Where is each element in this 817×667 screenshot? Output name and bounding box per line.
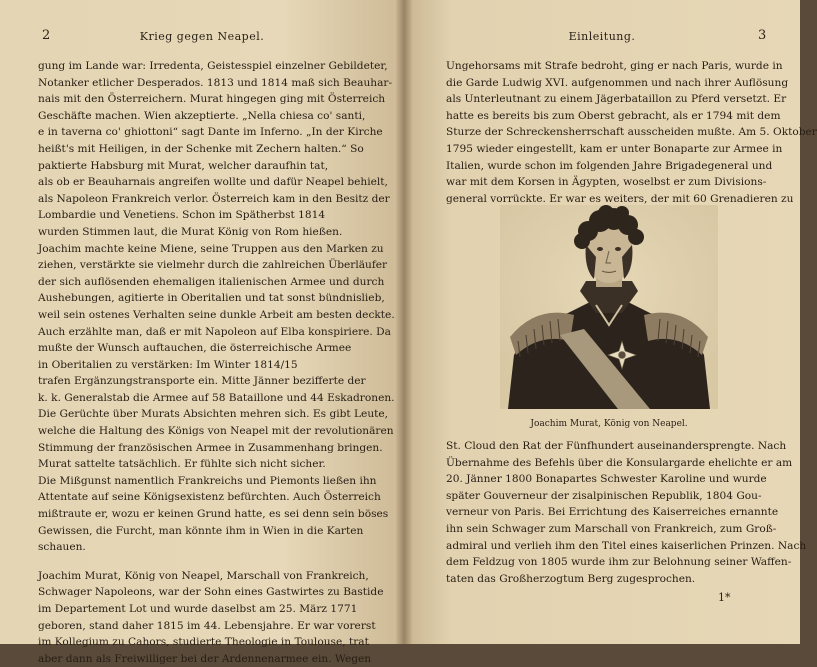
text-line: Stimmung der französischen Armee in Zusammenhang bringen. (38, 441, 383, 454)
text-line: als ob er Beauharnais angreifen wollte und dafür Neapel behielt, (38, 176, 388, 189)
text-line: Die Mißgunst namentlich Frankreichs und Piemonts ließen ihn (38, 474, 377, 487)
left-body-text (38, 58, 395, 667)
text-line: im Departement Lot und wurde daselbst am 25. März 1771 (38, 603, 358, 615)
text-line: welche die Haltung des Königs von Neapel mit der revolutionären (38, 425, 394, 438)
right-top-text (446, 58, 817, 207)
text-line: im Kollegium zu Cahors, studierte Theologie in Toulouse, trat (38, 636, 369, 649)
text-line: geboren, stand daher 1815 im 44. Lebensjahre. Er war vorerst (38, 619, 376, 632)
text-line: verneur von Paris. Bei Errichtung des Kaiserreiches ernannte (446, 506, 779, 519)
text-line: Geschäfte machen. Wien akzeptierte. „Nella chiesa co' santi, (38, 109, 366, 122)
signature-mark: 1* (718, 591, 731, 604)
text-line: Italien, wurde schon im folgenden Jahre Brigadegeneral und (446, 159, 773, 172)
right-bottom-text (446, 438, 807, 587)
text-line: Joachim machte keine Miene, seine Truppen aus den Marken zu (38, 242, 384, 255)
left-page (0, 0, 404, 665)
text-line: paktierte Habsburg mit Murat, welcher daraufhin tat, (38, 159, 329, 172)
text-line: St. Cloud den Rat der Fünfhundert auseinandersprengte. Nach (446, 440, 787, 452)
text-line: in Oberitalien zu verstärken: Im Winter 1814/15 (38, 358, 298, 371)
text-line: e in taverna co' ghiottoni“ sagt Dante im Inferno. „In der Kirche (38, 126, 383, 139)
text-line: admiral und verlieh ihm den Titel eines kaiserlichen Prinzen. Nach (446, 539, 807, 552)
text-line: Gewissen, die Furcht, man könnte ihm in Wien in die Karten (38, 524, 364, 537)
text-line: der sich auflösenden ehemaligen italienischen Armee und durch (38, 275, 385, 288)
text-line: heißt's mit Heiligen, in der Schenke mit Zechern halten.“ So (38, 142, 364, 155)
text-line: Ungehorsams mit Strafe bedroht, ging er nach Paris, wurde in (446, 60, 783, 72)
paragraph-gap (38, 556, 392, 568)
text-line: später Gouverneur der zisalpinischen Republik, 1804 Gou- (446, 489, 762, 502)
text-line: ziehen, verstärkte sie vielmehr durch die zahlreichen Überläufer (38, 259, 388, 272)
text-line: als Unterleutnant zu einem Jägerbataillon zu Pferd versetzt. Er (446, 93, 787, 106)
text-line: Übernahme des Befehls über die Konsulargarde ehelichte er am (446, 456, 793, 469)
text-line: Die Gerüchte über Murats Absichten mehren sich. Es gibt Leute, (38, 408, 389, 421)
text-line: Notanker etlicher Desperados. 1813 und 1814 maß sich Beauhar- (38, 76, 393, 89)
portrait-caption: Joachim Murat, König von Neapel. (530, 419, 688, 429)
text-line: Aushebungen, agitierte in Oberitalien und tat sonst bündnislieb, (38, 292, 385, 305)
text-line: gung im Lande war: Irredenta, Geistesspiel einzelner Gebildeter, (38, 60, 388, 72)
text-line: k. k. Generalstab die Armee auf 58 Bataillone und 44 Eskadronen. (38, 391, 395, 404)
text-line: Sturze der Schreckensherrschaft ausscheiden mußte. Am 5. Oktober (446, 126, 817, 139)
text-line: taten das Großherzogtum Berg zugesprochen. (446, 572, 696, 585)
text-line: Joachim Murat, König von Neapel, Marschall von Frankreich, (38, 569, 369, 582)
text-line: hatte es bereits bis zum Oberst gebracht, als er 1794 mit dem (446, 109, 781, 122)
book-gutter (396, 0, 412, 644)
text-line: aber dann als Freiwilliger bei der Ardennenarmee ein. Wegen (38, 652, 372, 665)
text-line: 1795 wieder eingestellt, kam er unter Bonaparte zur Armee in (446, 142, 783, 155)
text-line: mußte der Wunsch auftauchen, die österreichische Armee (38, 342, 352, 355)
text-line: schauen. (38, 541, 86, 554)
text-line: die Garde Ludwig XVI. aufgenommen und nach ihrer Auflösung (446, 76, 789, 89)
text-line: 20. Jänner 1800 Bonapartes Schwester Karoline und wurde (446, 473, 767, 486)
left-page-number: 2 (42, 28, 51, 43)
text-line: Murat sattelte tatsächlich. Er fühlte sich nicht sicher. (38, 458, 326, 471)
left-running-head: Krieg gegen Neapel. (139, 30, 265, 43)
portrait-engraving (500, 205, 718, 409)
text-line: general vorrückte. Er war es weiters, der mit 60 Grenadieren zu (446, 192, 794, 205)
right-running-head: Einleitung. (568, 30, 636, 43)
text-line: Auch erzählte man, daß er mit Napoleon auf Elba konspiriere. Da (38, 325, 391, 338)
text-line: mißtraute er, wozu er keinen Grund hatte, es sei denn sein böses (38, 508, 389, 521)
text-line: nais mit den Österreichern. Murat hingegen ging mit Österreich (38, 93, 386, 106)
text-line: weil sein ostenes Verhalten seine dunkle Arbeit am besten deckte. (38, 308, 395, 321)
text-line: ihn sein Schwager zum Marschall von Frankreich, zum Groß- (446, 522, 777, 535)
text-line: wurden Stimmen laut, die Murat König von Rom hießen. (38, 225, 343, 238)
text-line: Attentate auf seine Königsexistenz befürchten. Auch Österreich (38, 491, 381, 504)
text-line: trafen Ergänzungstransporte ein. Mitte Jänner bezifferte der (38, 375, 366, 388)
text-line: dem Feldzug von 1805 wurde ihm zur Belohnung seiner Waffen- (446, 556, 792, 569)
text-line: Schwager Napoleons, war der Sohn eines Gastwirtes zu Bastide (38, 586, 384, 599)
text-line: als Napoleon Frankreich verlor. Österreich kam in den Besitz der (38, 192, 390, 205)
text-line: war mit dem Korsen in Ägypten, woselbst er zum Divisions- (446, 176, 767, 189)
text-line: Lombardie und Venetiens. Schon im Spätherbst 1814 (38, 209, 326, 222)
right-page-number: 3 (758, 28, 767, 43)
